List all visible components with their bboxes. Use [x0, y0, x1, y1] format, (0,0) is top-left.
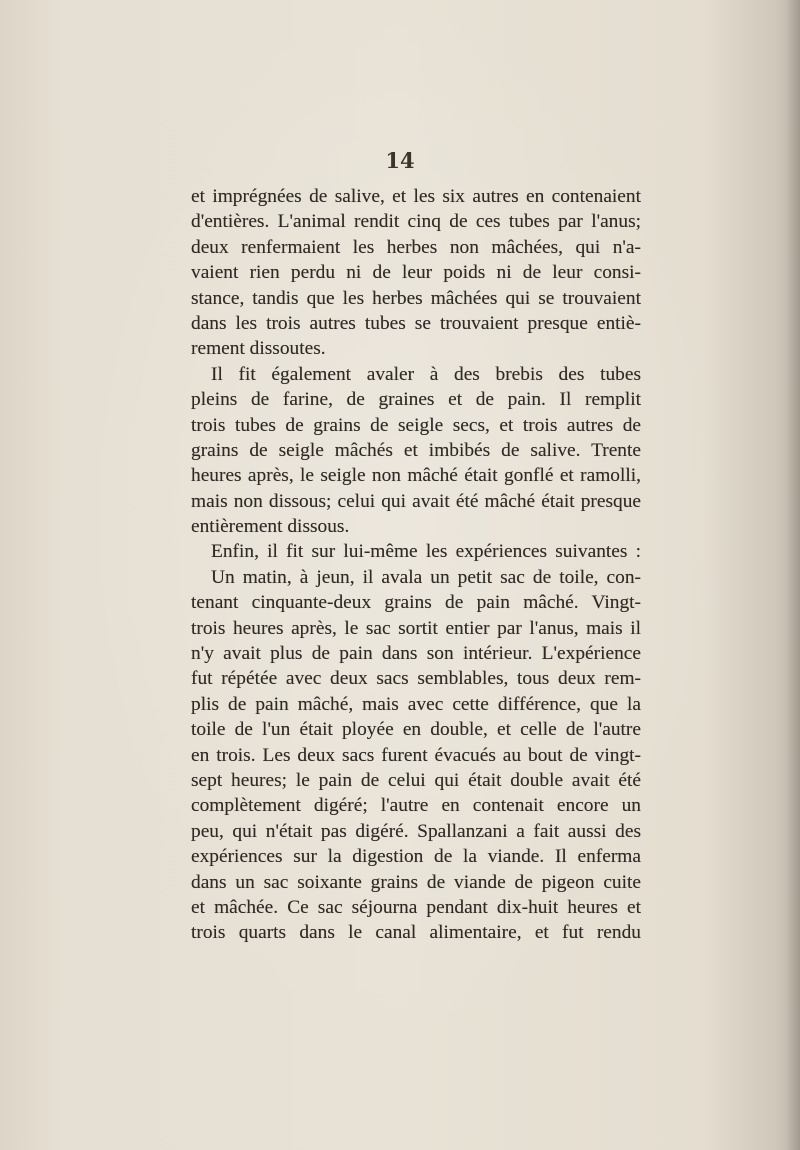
text-line: rement dissoutes.: [191, 338, 326, 360]
text-line: deux renfermaient les herbes non mâchées, qui n'a-: [191, 236, 641, 258]
text-line: heures après, le seigle non mâché était gonflé et ramolli,: [191, 465, 641, 487]
text-line: toile de l'un était ployée en double, et celle de l'autre: [191, 719, 641, 741]
text-line: pleins de farine, de graines et de pain. Il remplit: [191, 389, 641, 411]
page-number: 14: [385, 148, 415, 173]
text-line: expériences sur la digestion de la viande. Il enferma: [191, 846, 641, 868]
text-line: dans un sac soixante grains de viande de pigeon cuite: [191, 871, 641, 893]
text-line: trois heures après, le sac sortit entier par l'anus, mais il: [191, 617, 641, 639]
text-line: mais non dissous; celui qui avait été mâché était presque: [191, 490, 641, 512]
text-line: sept heures; le pain de celui qui était double avait été: [191, 769, 641, 791]
text-line: d'entières. L'animal rendit cinq de ces tubes par l'anus;: [191, 211, 641, 233]
text-line: fut répétée avec deux sacs semblables, tous deux rem-: [191, 668, 641, 690]
text-line: Un matin, à jeun, il avala un petit sac de toile, con-: [211, 566, 641, 588]
text-line: tenant cinquante-deux grains de pain mâché. Vingt-: [191, 592, 641, 614]
text-line: trois tubes de grains de seigle secs, et trois autres de: [191, 414, 641, 436]
text-line: n'y avait plus de pain dans son intérieur. L'expérience: [191, 643, 641, 665]
text-line: trois quarts dans le canal alimentaire, et fut rendu: [191, 922, 641, 944]
text-line: complètement digéré; l'autre en contenait encore un: [191, 795, 641, 817]
text-line: Il fit également avaler à des brebis des tubes: [211, 363, 641, 385]
text-line: peu, qui n'était pas digéré. Spallanzani a fait aussi des: [191, 820, 641, 842]
text-line: grains de seigle mâchés et imbibés de salive. Trente: [191, 439, 641, 461]
text-line: vaient rien perdu ni de leur poids ni de leur consi-: [191, 262, 641, 284]
text-line: en trois. Les deux sacs furent évacués au bout de vingt-: [191, 744, 641, 766]
text-line: Enfin, il fit sur lui-même les expériences suivantes :: [211, 541, 641, 563]
text-line: dans les trois autres tubes se trouvaient presque entiè-: [191, 312, 641, 334]
text-line: stance, tandis que les herbes mâchées qui se trouvaient: [191, 287, 641, 309]
text-line: entièrement dissous.: [191, 516, 350, 538]
text-line: et mâchée. Ce sac séjourna pendant dix-huit heures et: [191, 896, 641, 918]
text-line: plis de pain mâché, mais avec cette différence, que la: [191, 693, 641, 715]
text-line: et imprégnées de salive, et les six autres en contenaient: [191, 186, 641, 207]
body-text: [191, 184, 641, 946]
